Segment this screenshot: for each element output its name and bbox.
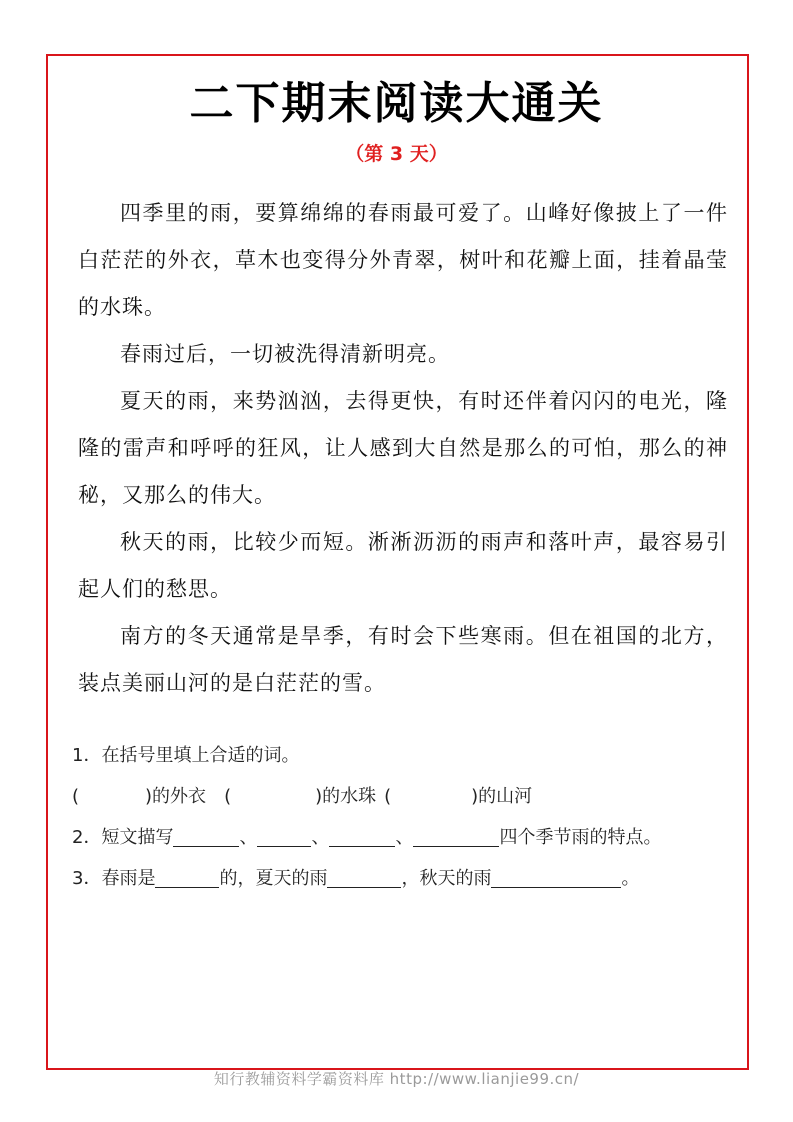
question-2	[72, 817, 732, 858]
blank-label: )的山河	[471, 786, 533, 807]
page-subtitle: （第 3 天）	[345, 143, 448, 165]
paren-open: (	[384, 786, 392, 807]
question-3	[72, 858, 732, 899]
paren-open: (	[72, 786, 80, 807]
separator: 、	[311, 827, 330, 848]
question-text: 春雨是	[101, 868, 156, 889]
question-number: 1．	[72, 745, 102, 766]
separator: 、	[395, 827, 414, 848]
paragraph-after-spring: 春雨过后，一切被洗得清新明亮。	[120, 342, 450, 366]
answer-blank[interactable]	[491, 867, 621, 888]
question-number: 3．	[72, 868, 102, 889]
answer-blank[interactable]	[155, 867, 219, 888]
blank-label: )的水珠	[315, 786, 377, 807]
paragraph-autumn: 秋天的雨，比较少而短。淅淅沥沥的雨声和落叶声，最容易引起人们的愁思。	[78, 530, 728, 601]
answer-blank[interactable]	[327, 867, 401, 888]
answer-blank[interactable]	[257, 826, 311, 847]
question-text: 的，夏天的雨	[219, 868, 328, 889]
paragraph-winter: 南方的冬天通常是旱季，有时会下些寒雨。但在祖国的北方，装点美丽山河的是白茫茫的雪。	[78, 624, 728, 695]
reading-passage	[78, 190, 728, 707]
question-text: ，秋天的雨	[401, 868, 492, 889]
question-1	[72, 735, 732, 776]
blank-label: )的外衣	[145, 786, 207, 807]
paragraph-spring: 四季里的雨，要算绵绵的春雨最可爱了。山峰好像披上了一件白茫茫的外衣，草木也变得分外青翠，树叶和花瓣上面，挂着晶莹的水珠。	[78, 201, 728, 319]
page-title: 二下期末阅读大通关	[189, 78, 604, 129]
answer-blank[interactable]	[329, 826, 395, 847]
questions-section	[72, 735, 732, 899]
paren-open: (	[224, 786, 232, 807]
footer-watermark: 知行教辅资料学霸资料库 http://www.lianjie99.cn/	[213, 1070, 580, 1088]
question-1-blanks	[72, 776, 732, 817]
question-text: 短文描写	[101, 827, 174, 848]
paragraph-summer: 夏天的雨，来势汹汹，去得更快，有时还伴着闪闪的电光，隆隆的雷声和呼呼的狂风，让人感到大自然是那么的可怕，那么的神秘，又那么的伟大。	[78, 389, 728, 507]
separator: 、	[239, 827, 258, 848]
question-text: 四个季节雨的特点。	[499, 827, 662, 848]
answer-blank[interactable]	[173, 826, 239, 847]
question-number: 2．	[72, 827, 102, 848]
answer-blank[interactable]	[413, 826, 499, 847]
question-text: 在括号里填上合适的词。	[101, 745, 300, 766]
question-text: 。	[621, 868, 640, 889]
